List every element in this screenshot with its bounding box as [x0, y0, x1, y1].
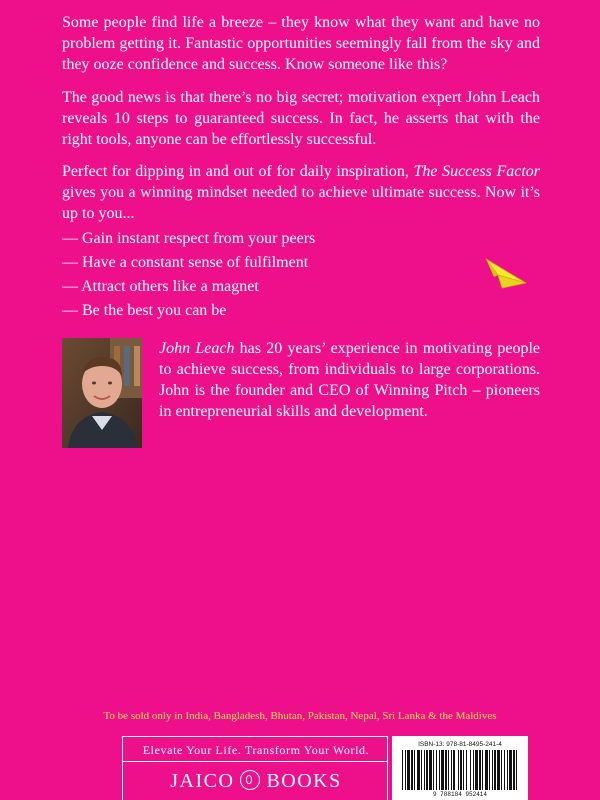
barcode	[392, 736, 528, 800]
barcode-bars	[400, 750, 520, 790]
barcode-stripe	[407, 750, 410, 790]
barcode-stripe	[458, 750, 459, 790]
author-photo	[62, 338, 142, 448]
blurb-paragraph-1: Some people find life a breeze – they know what they want and have no problem getting it. Fantastic opportunities seemingly fall from the sky and they ooze confidence and success. Know someone like this?	[62, 14, 540, 73]
barcode-stripe	[414, 750, 415, 790]
blurb-paragraph-3-intro: Perfect for dipping in and out of for daily inspiration,	[62, 163, 414, 180]
barcode-stripe	[466, 750, 467, 790]
barcode-stripe	[475, 750, 478, 790]
barcode-stripe	[509, 750, 512, 790]
author-bio-text: has 20 years’ experience in motivating people to achieve success, from individuals to large corporations. John is the founder and CEO of Winning Pitch – pioneers in entrepreneurial skills and development.	[159, 340, 540, 420]
jaico-logo-icon	[240, 770, 260, 790]
barcode-stripe	[504, 750, 505, 790]
barcode-stripe	[411, 750, 413, 790]
barcode-stripe	[516, 750, 517, 790]
barcode-stripe	[417, 750, 420, 790]
benefit-item: — Be the best you can be	[62, 302, 227, 319]
barcode-stripe	[460, 750, 462, 790]
blurb-paragraph-3-rest: gives you a winning mindset needed to achieve ultimate success. Now it’s up to you...	[62, 184, 540, 222]
benefit-item: — Attract others like a magnet	[62, 278, 259, 295]
barcode-stripe	[513, 750, 515, 790]
barcode-stripe	[473, 750, 474, 790]
blurb-paragraph-2: The good news is that there’s no big secret; motivation expert John Leach reveals 10 steps to guaranteed success. In fact, he asserts that with the right tools, anyone can be effortlessly successful.	[62, 89, 540, 148]
publisher-name-left: JAICO	[170, 770, 235, 792]
publisher-name	[123, 770, 389, 793]
barcode-stripe	[470, 750, 471, 790]
territory-notice: To be sold only in India, Bangladesh, Bhutan, Pakistan, Nepal, Sri Lanka & the Maldives	[103, 710, 497, 722]
barcode-stripe	[433, 750, 434, 790]
barcode-stripe	[405, 750, 406, 790]
barcode-stripe	[424, 750, 425, 790]
barcode-stripe	[441, 750, 444, 790]
barcode-stripe	[501, 750, 502, 790]
barcode-stripe	[426, 750, 428, 790]
barcode-number: 9 788184 952414	[432, 791, 487, 798]
benefit-item: — Gain instant respect from your peers	[62, 230, 316, 247]
barcode-stripe	[445, 750, 447, 790]
barcode-stripe	[421, 750, 422, 790]
author-name: John Leach	[159, 340, 235, 357]
author-bio	[159, 338, 540, 422]
book-title: The Success Factor	[413, 163, 540, 180]
barcode-stripe	[482, 750, 483, 790]
barcode-stripe	[436, 750, 437, 790]
barcode-stripe	[497, 750, 500, 790]
barcode-stripe	[451, 750, 452, 790]
barcode-stripe	[429, 750, 432, 790]
barcode-stripe	[402, 750, 403, 790]
publisher-footer	[122, 736, 388, 800]
barcode-stripe	[494, 750, 496, 790]
benefit-list	[62, 227, 315, 323]
barcode-stripe	[479, 750, 481, 790]
barcode-stripe	[439, 750, 440, 790]
barcode-stripe	[507, 750, 508, 790]
barcode-stripe	[489, 750, 490, 790]
footer-divider	[123, 761, 387, 762]
barcode-stripe	[463, 750, 464, 790]
blurb-paragraph-3	[62, 161, 540, 224]
barcode-stripe	[448, 750, 449, 790]
paper-plane-icon	[484, 255, 528, 291]
barcode-stripe	[485, 750, 488, 790]
publisher-tagline: Elevate Your Life. Transform Your World.	[142, 743, 370, 757]
barcode-stripe	[453, 750, 455, 790]
barcode-stripe	[492, 750, 493, 790]
benefit-item: — Have a constant sense of fulfilment	[62, 254, 309, 271]
publisher-name-right: BOOKS	[266, 770, 342, 792]
isbn-label: ISBN-13: 978-81-8495-241-4	[418, 741, 502, 748]
